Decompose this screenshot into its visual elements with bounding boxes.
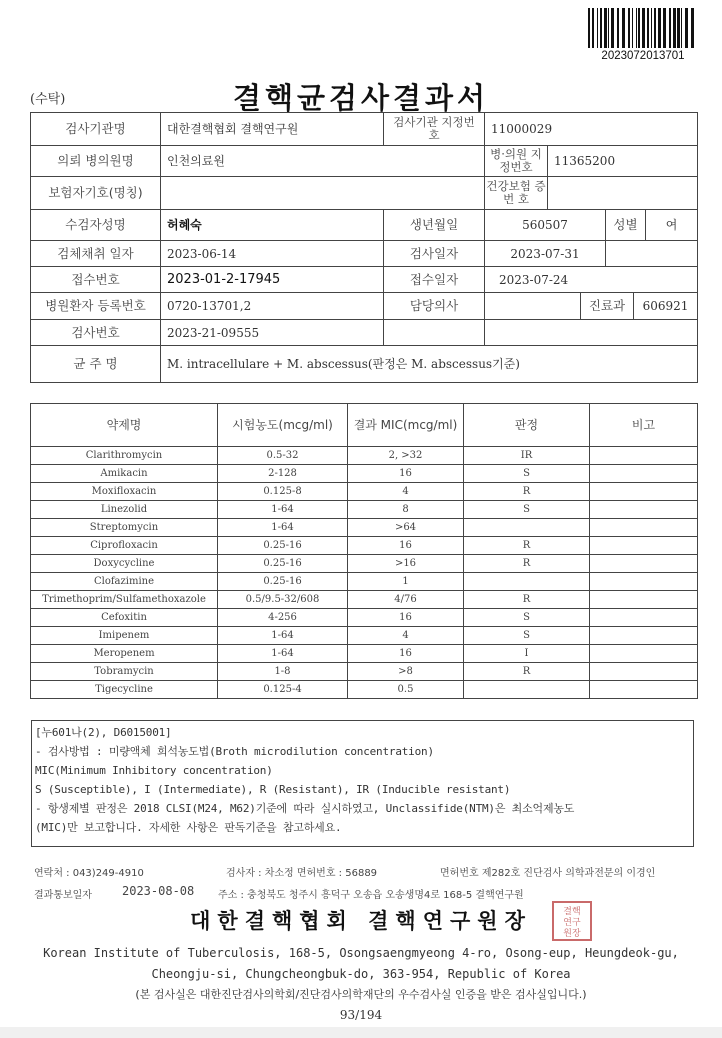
note-line: - 항생제별 판정은 2018 CLSI(M24, M62)기준에 따라 실시하였고, Unclassifide(NTM)은 최소억제농도 [35, 802, 575, 815]
mic-result: 1 [348, 573, 464, 591]
mic-result: 16 [348, 645, 464, 663]
drug-name: Tigecycline [31, 681, 218, 699]
interpretation: R [464, 537, 590, 555]
interpretation: S [464, 501, 590, 519]
remarks [590, 483, 698, 501]
test-range: 1-64 [218, 627, 348, 645]
dept: 606921 [634, 293, 698, 320]
receipt-date-label: 접수일자 [384, 267, 485, 293]
mic-result: 8 [348, 501, 464, 519]
page-bottom-margin [0, 1027, 722, 1038]
test-range: 0.25-16 [218, 537, 348, 555]
drug-name: Moxifloxacin [31, 483, 218, 501]
drug-name: Ciprofloxacin [31, 537, 218, 555]
lab-id: 11000029 [485, 113, 698, 146]
insurer-label: 보험자기호(명칭) [31, 177, 161, 210]
table-row [31, 663, 698, 681]
lab-name-label: 검사기관명 [31, 113, 161, 146]
barcode-bar [691, 8, 694, 48]
interpretation: R [464, 591, 590, 609]
susceptibility-table [30, 403, 698, 699]
interpretation [464, 519, 590, 537]
reg-no-label: 병원환자 등록번호 [31, 293, 161, 320]
remarks [590, 501, 698, 519]
remarks [590, 681, 698, 699]
mic-result: 16 [348, 465, 464, 483]
test-no: 2023-21-09555 [161, 320, 384, 346]
barcode-bar [592, 8, 594, 48]
test-date: 2023-07-31 [485, 241, 606, 267]
barcode-bar [658, 8, 661, 48]
remarks [590, 447, 698, 465]
receipt-no-label: 접수번호 [31, 267, 161, 293]
receipt-date: 2023-07-24 [485, 267, 698, 293]
test-range: 1-64 [218, 645, 348, 663]
test-no-label: 검사번호 [31, 320, 161, 346]
barcode-bar [636, 8, 637, 48]
svg-text:결핵: 결핵 [563, 907, 581, 917]
interpretation [464, 573, 590, 591]
barcode-bar [597, 8, 598, 48]
note-line: (MIC)만 보고합니다. 자세한 사항은 판독기준을 참고하세요. [35, 821, 342, 834]
drug-name: Trimethoprim/Sulfamethoxazole [31, 591, 218, 609]
barcode-bar [608, 8, 609, 48]
remarks-header: 비고 [590, 404, 698, 447]
note-line: [누601나(2), D6015001] [35, 726, 172, 739]
interpretation: S [464, 627, 590, 645]
table-row [31, 681, 698, 699]
table-row [31, 645, 698, 663]
interpretation: R [464, 483, 590, 501]
strain-label: 균 주 명 [31, 346, 161, 383]
consignment-label: (수탁) [30, 92, 66, 107]
table-row [31, 609, 698, 627]
interpretation-header: 판정 [464, 404, 590, 447]
insurance-no-label: 건강보험 증 번 호 [485, 177, 548, 210]
page-number: 93/194 [339, 1008, 383, 1022]
barcode-bar [673, 8, 676, 48]
test-notes [31, 720, 694, 847]
empty-cell [384, 320, 485, 346]
test-range: 1-8 [218, 663, 348, 681]
hospital-id-label: 병·의원 지정번호 [485, 146, 548, 177]
table-row [31, 465, 698, 483]
test-range: 0.125-4 [218, 681, 348, 699]
lab-name: 대한결핵협회 결핵연구원 [161, 113, 384, 146]
barcode-bar [681, 8, 682, 48]
drug-name: Clarithromycin [31, 447, 218, 465]
remarks [590, 537, 698, 555]
svg-text:원장: 원장 [563, 929, 581, 939]
test-range: 0.25-16 [218, 573, 348, 591]
svg-text:연구: 연구 [563, 918, 581, 928]
mic-result: >16 [348, 555, 464, 573]
receipt-no: 2023-01-2-17945 [161, 267, 384, 293]
remarks [590, 519, 698, 537]
drug-name: Meropenem [31, 645, 218, 663]
interpretation: S [464, 465, 590, 483]
barcode-bar [600, 8, 602, 48]
mic-result: 2, >32 [348, 447, 464, 465]
address-english-1: Korean Institute of Tuberculosis, 168-5, Osongsaengmyeong 4-ro, Osong-eup, Heungdeok-gu, [43, 946, 679, 960]
doctor-label: 담당의사 [384, 293, 485, 320]
barcode-number: 2023072013701 [601, 50, 685, 62]
mic-result: 16 [348, 537, 464, 555]
patient-name: 허혜숙 [161, 210, 384, 241]
address-english-2: Cheongju-si, Chungcheongbuk-do, 363-954, Republic of Korea [151, 967, 571, 981]
interpretation: R [464, 555, 590, 573]
mic-result: >8 [348, 663, 464, 681]
barcode-bar [588, 8, 590, 48]
barcode-bar [685, 8, 688, 48]
remarks [590, 609, 698, 627]
hospital-name: 인천의료원 [161, 146, 485, 177]
drug-name: Tobramycin [31, 663, 218, 681]
note-line: MIC(Minimum Inhibitory concentration) [35, 764, 273, 777]
table-row [31, 447, 698, 465]
test-range: 4-256 [218, 609, 348, 627]
test-date-label: 검사일자 [384, 241, 485, 267]
test-range: 0.5/9.5-32/608 [218, 591, 348, 609]
drug-name: Streptomycin [31, 519, 218, 537]
drug-name: Clofazimine [31, 573, 218, 591]
remarks [590, 591, 698, 609]
dob-label: 생년월일 [384, 210, 485, 241]
remarks [590, 645, 698, 663]
mic-result: 4 [348, 627, 464, 645]
patient-info-table [30, 112, 698, 383]
dept-label: 진료과 [581, 293, 634, 320]
empty-cell [485, 320, 698, 346]
remarks [590, 555, 698, 573]
barcode-icon [588, 8, 698, 48]
table-row [31, 519, 698, 537]
lab-id-label: 검사기관 지정번호 [384, 113, 485, 146]
mic-result: 4 [348, 483, 464, 501]
mic-result: >64 [348, 519, 464, 537]
test-range: 1-64 [218, 519, 348, 537]
table-row [31, 591, 698, 609]
remarks [590, 627, 698, 645]
interpretation: R [464, 663, 590, 681]
table-row [31, 573, 698, 591]
barcode-bar [622, 8, 625, 48]
table-row [31, 483, 698, 501]
doctor [485, 293, 581, 320]
collect-date-label: 검체채취 일자 [31, 241, 161, 267]
hospital-label: 의뢰 병의원명 [31, 146, 161, 177]
table-row [31, 627, 698, 645]
barcode-bar [654, 8, 656, 48]
specialist-info: 면허번호 제282호 진단검사 의학과전문의 이경인 [440, 868, 656, 879]
drug-name-header: 약제명 [31, 404, 218, 447]
barcode-bar [677, 8, 680, 48]
barcode-bar [604, 8, 607, 48]
interpretation: I [464, 645, 590, 663]
barcode-bar [617, 8, 619, 48]
drug-name: Cefoxitin [31, 609, 218, 627]
note-line: S (Susceptible), I (Intermediate), R (Resistant), IR (Inducible resistant) [35, 783, 511, 796]
mic-result: 4/76 [348, 591, 464, 609]
insurer [161, 177, 485, 210]
barcode-bar [632, 8, 633, 48]
interpretation: IR [464, 447, 590, 465]
test-range: 0.125-8 [218, 483, 348, 501]
remarks [590, 663, 698, 681]
document-title: 결핵균검사결과서 [232, 81, 490, 115]
notify-date: 2023-08-08 [122, 884, 195, 898]
table-row [31, 537, 698, 555]
contact-phone: 연락처 : 043)249-4910 [34, 868, 144, 879]
insurance-no [548, 177, 698, 210]
barcode-bar [651, 8, 652, 48]
test-range: 0.25-16 [218, 555, 348, 573]
barcode-bar [628, 8, 630, 48]
dob: 560507 [485, 210, 606, 241]
mic-result: 0.5 [348, 681, 464, 699]
strain-name: M. intracellulare + M. abscessus(판정은 M. abscessus기준) [161, 346, 698, 383]
sex-label: 성별 [606, 210, 646, 241]
note-line: - 검사방법 : 미량액체 희석농도법(Broth microdilution concentration) [35, 745, 434, 758]
barcode-bar [663, 8, 666, 48]
drug-name: Imipenem [31, 627, 218, 645]
tester-info: 검사자 : 차소정 면허번호 : 56889 [226, 868, 378, 879]
interpretation [464, 681, 590, 699]
institution-name: 대한결핵협회 결핵연구원장 [190, 909, 532, 933]
hospital-id: 11365200 [548, 146, 698, 177]
certification-note: (본 검사실은 대한진단검사의학회/진단검사의학재단의 우수검사실 인증을 받은 검사실입니다.) [135, 988, 587, 1001]
patient-name-label: 수검자성명 [31, 210, 161, 241]
drug-name: Amikacin [31, 465, 218, 483]
barcode-bar [669, 8, 671, 48]
barcode-bar [638, 8, 640, 48]
sex: 여 [646, 210, 698, 241]
drug-name: Doxycycline [31, 555, 218, 573]
remarks [590, 465, 698, 483]
mic-result-header: 결과 MIC(mcg/ml) [348, 404, 464, 447]
collect-date: 2023-06-14 [161, 241, 384, 267]
notify-date-label: 결과통보일자 [34, 890, 92, 901]
table-row [31, 555, 698, 573]
test-range: 1-64 [218, 501, 348, 519]
test-range: 0.5-32 [218, 447, 348, 465]
drug-name: Linezolid [31, 501, 218, 519]
interpretation: S [464, 609, 590, 627]
barcode-bar [642, 8, 645, 48]
test-range: 2-128 [218, 465, 348, 483]
mic-result: 16 [348, 609, 464, 627]
table-row [31, 501, 698, 519]
remarks [590, 573, 698, 591]
lab-address: 주소 : 충청북도 청주시 흥덕구 오송읍 오송생명4로 168-5 결핵연구원 [218, 890, 524, 901]
barcode-bar [611, 8, 614, 48]
reg-no: 0720-13701,2 [161, 293, 384, 320]
test-range-header: 시험농도(mcg/ml) [218, 404, 348, 447]
barcode-bar [647, 8, 649, 48]
empty-cell [606, 241, 698, 267]
